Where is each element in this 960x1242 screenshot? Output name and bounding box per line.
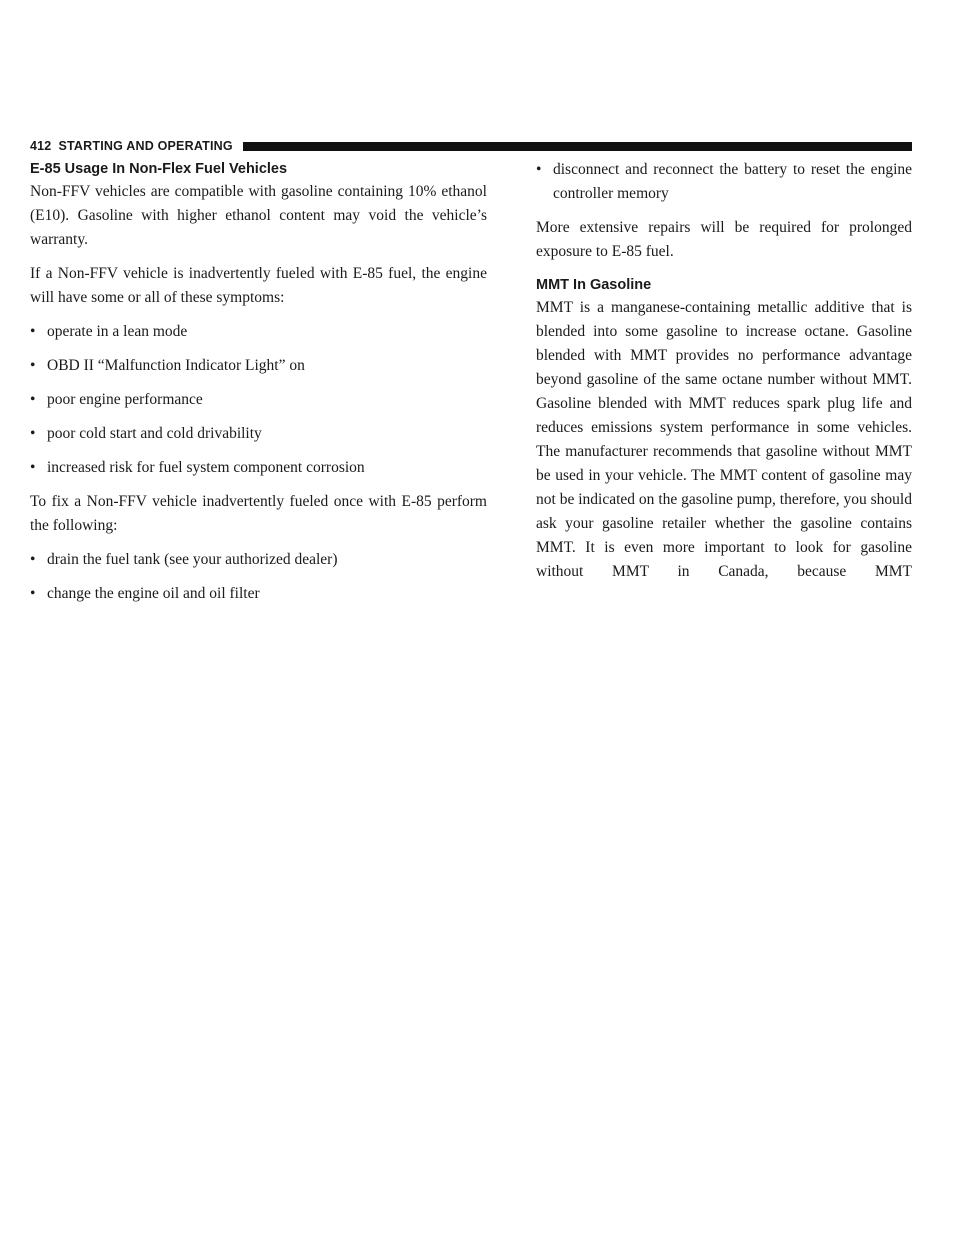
mmt-heading: MMT In Gasoline	[536, 277, 652, 293]
list-item: • drain the fuel tank (see your authorized dealer)	[30, 548, 487, 572]
header-rule	[243, 142, 912, 151]
bullet-icon: •	[536, 161, 542, 178]
bullet-icon: •	[30, 459, 36, 476]
e85-fix-intro: To fix a Non-FFV vehicle inadvertently fueled once with E-85 perform the following:	[30, 493, 487, 534]
mmt-paragraph: MMT is a manganese-containing metallic additive that is blended into some gasoline to increase octane. Gasoline blended with MMT provides no performance advantage beyond gasoline of the same octane number without MMT. Gasoline blended with MMT reduces spark plug life and reduces emissions system performance in some vehicles. The manufacturer recommends that gasoline without MMT be used in your vehicle. The MMT content of gasoline may not be indicated on the gasoline pump, therefore, you should ask your gasoline retailer whether the gasoline contains MMT. It is even more important to look for gasoline without MMT in Canada, because MMT	[536, 299, 912, 580]
bullet-icon: •	[30, 357, 36, 374]
bullet-icon: •	[30, 585, 36, 602]
list-item: • increased risk for fuel system component corrosion	[30, 456, 487, 480]
section-title: STARTING AND OPERATING	[58, 139, 233, 153]
left-column	[30, 158, 487, 616]
bullet-icon: •	[30, 551, 36, 568]
bullet-icon: •	[30, 391, 36, 408]
list-item: • OBD II “Malfunction Indicator Light” on	[30, 354, 487, 378]
fix-list	[30, 548, 487, 606]
e85-intro-paragraph: Non-FFV vehicles are compatible with gasoline containing 10% ethanol (E10). Gasoline with higher ethanol content may void the vehicle’s warranty.	[30, 183, 487, 248]
list-item: • change the engine oil and oil filter	[30, 582, 487, 606]
e85-repairs-paragraph: More extensive repairs will be required for prolonged exposure to E-85 fuel.	[536, 219, 912, 260]
bullet-icon: •	[30, 323, 36, 340]
page-number: 412	[30, 139, 52, 153]
e85-heading: E-85 Usage In Non-Flex Fuel Vehicles	[30, 161, 288, 177]
bullet-icon: •	[30, 425, 36, 442]
symptoms-list	[30, 320, 487, 480]
fix-list-continued	[536, 158, 912, 206]
e85-symptoms-intro: If a Non-FFV vehicle is inadvertently fueled with E-85 fuel, the engine will have some or all of these symptoms:	[30, 265, 487, 306]
page-header	[30, 136, 912, 156]
list-item: • poor cold start and cold drivability	[30, 422, 487, 446]
right-column	[536, 158, 912, 594]
list-item: • operate in a lean mode	[30, 320, 487, 344]
list-item: • disconnect and reconnect the battery to reset the engine controller memory	[536, 158, 912, 206]
list-item: • poor engine performance	[30, 388, 487, 412]
